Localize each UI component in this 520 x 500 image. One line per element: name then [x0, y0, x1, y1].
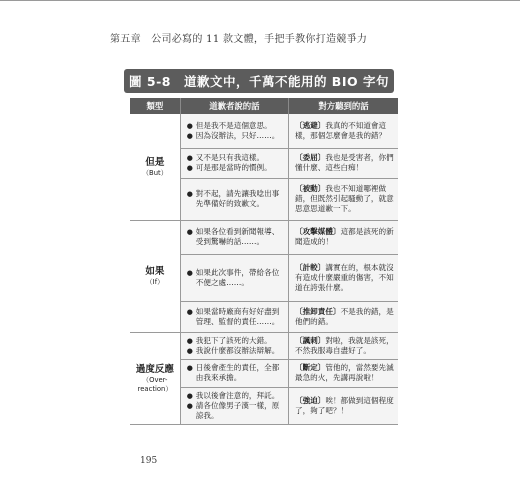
column-header-said: 道歉者說的話 — [180, 98, 288, 114]
said-text: 我說什麼都沒辦法辯解。 — [195, 345, 280, 355]
apologizer-said-cell — [180, 148, 288, 178]
bio-phrases-table — [130, 98, 398, 425]
bullet-icon: ● — [186, 307, 193, 316]
reaction-tag: 〔委屈〕 — [295, 153, 326, 162]
bullet-icon: ● — [186, 336, 193, 345]
figure-title: 圖 5-8 道歉文中，千萬不能用的 BIO 字句 — [124, 69, 394, 93]
listener-heard-cell — [289, 220, 399, 254]
bullet-icon: ● — [186, 364, 193, 372]
column-header-heard: 對方聽到的話 — [289, 98, 399, 114]
heard-text: 我也是受害者，你們懂什麼、這些白痴！ — [295, 153, 394, 172]
category-english: （Over-reaction） — [137, 375, 173, 393]
said-item — [187, 189, 284, 209]
said-text: 如果各位看到新聞報導、受到驚嚇的話……。 — [195, 227, 280, 246]
listener-heard-cell — [289, 387, 399, 424]
said-item — [187, 227, 284, 247]
reaction-tag: 〔強迫〕 — [295, 395, 326, 405]
said-text: 請各位像男子漢一樣，原諒我。 — [195, 400, 280, 420]
page-number: 195 — [140, 456, 158, 466]
listener-heard-cell — [289, 332, 399, 359]
said-item — [187, 336, 284, 346]
listener-heard-cell — [289, 148, 399, 178]
bullet-icon: ● — [186, 268, 193, 277]
listener-heard-cell — [289, 114, 399, 148]
said-list — [181, 265, 288, 291]
heard-text: 這都是該死的新聞造成的！ — [295, 227, 394, 246]
reaction-tag: 〔攻擊媒體〕 — [295, 227, 341, 236]
heard-text: 我也不知道哪裡做錯，但既然引起騷動了，就意思意思道歉一下。 — [295, 184, 394, 213]
category-name: 但是 — [145, 156, 165, 168]
heard-text: 對啦，我就是該死，不然我服毒自盡好了。 — [295, 335, 394, 355]
said-text: 可是那是當時的慣例。 — [195, 163, 272, 172]
listener-heard-cell — [289, 254, 399, 301]
apologizer-said-cell — [180, 301, 288, 332]
said-text: 如果當時廠商有好好盡到管理、監督的責任……。 — [195, 306, 280, 326]
category-name: 如果 — [145, 266, 165, 277]
heard-paragraph — [289, 304, 398, 330]
apologizer-said-cell — [180, 332, 288, 359]
bullet-icon: ● — [186, 154, 193, 162]
said-item — [187, 153, 284, 163]
heard-paragraph — [289, 360, 398, 386]
page-top-rule — [0, 0, 520, 1]
said-text: 如果此次事件，帶給各位不便之處……。 — [195, 267, 280, 287]
apologizer-said-cell — [180, 178, 288, 220]
said-list — [181, 118, 288, 144]
bullet-icon: ● — [186, 121, 193, 130]
listener-heard-cell — [289, 178, 399, 220]
said-item — [187, 307, 284, 327]
reaction-tag: 〔斷定〕 — [295, 363, 326, 372]
heard-text: 不是我的錯，是他們的錯。 — [295, 306, 394, 326]
said-item — [187, 391, 284, 401]
apologizer-said-cell — [180, 254, 288, 301]
said-item — [187, 121, 284, 131]
column-header-type: 類型 — [130, 98, 180, 114]
category-name: 過度反應 — [135, 363, 174, 375]
apologizer-said-cell — [180, 387, 288, 424]
category-cell — [130, 332, 180, 424]
reaction-tag: 〔推卸責任〕 — [295, 306, 341, 316]
table-header-row — [130, 98, 398, 114]
table-body — [130, 114, 398, 424]
heard-paragraph — [289, 118, 398, 144]
said-item — [187, 131, 284, 141]
said-item — [187, 163, 284, 173]
said-item — [187, 363, 284, 383]
said-text: 又不是只有我這樣。 — [195, 153, 265, 162]
heard-paragraph — [289, 150, 398, 176]
said-list — [181, 150, 288, 176]
apologizer-said-cell — [180, 114, 288, 148]
category-english: （But） — [142, 168, 168, 177]
said-list — [181, 186, 288, 212]
bullet-icon: ● — [186, 164, 193, 172]
reaction-tag: 〔計較〕 — [295, 262, 326, 272]
said-item — [187, 346, 284, 356]
heard-text: 我真的不知道會這樣，那個怎麼會是我的錯？ — [295, 120, 387, 140]
said-text: 我犯下了該死的大錯。 — [195, 335, 272, 345]
said-list — [181, 333, 288, 359]
said-list — [181, 224, 288, 250]
heard-paragraph — [289, 260, 398, 296]
reaction-tag: 〔逃避〕 — [295, 120, 326, 130]
reaction-tag: 〔被動〕 — [295, 184, 326, 193]
category-cell — [130, 114, 180, 220]
heard-paragraph — [289, 333, 398, 359]
said-list — [181, 388, 288, 424]
apologizer-said-cell — [180, 359, 288, 387]
bullet-icon: ● — [186, 391, 193, 400]
category-cell — [130, 220, 180, 332]
bullet-icon: ● — [186, 346, 193, 355]
running-head: 第五章 公司必寫的 11 款文體，手把手教你打造競爭力 — [110, 34, 368, 45]
bullet-icon: ● — [186, 131, 193, 140]
apologizer-said-cell — [180, 220, 288, 254]
table-row — [130, 114, 398, 148]
said-text: 對不起，請先讓我唸出事先準備好的致歉文。 — [195, 189, 280, 208]
said-text: 日後會產生的責任，全都由我來承擔。 — [195, 363, 280, 382]
said-item — [187, 401, 284, 421]
bullet-icon: ● — [186, 190, 193, 198]
heard-text: 唉！都做到這個程度了，夠了吧？！ — [295, 395, 394, 415]
heard-paragraph — [289, 393, 398, 419]
said-list — [181, 360, 288, 386]
heard-text: 講實在的，根本就沒有造成什麼嚴重的傷害，不知道在誇張什麼。 — [295, 262, 394, 292]
heard-paragraph — [289, 181, 398, 217]
bullet-icon: ● — [186, 228, 193, 236]
table-row — [130, 332, 398, 359]
bullet-icon: ● — [186, 401, 193, 410]
reaction-tag: 〔諷刺〕 — [295, 335, 326, 345]
said-item — [187, 268, 284, 288]
heard-text: 管他的，當然要先滅最急的火，先講再說啦！ — [295, 363, 394, 382]
said-text: 因為沒辦法，只好……。 — [195, 130, 280, 140]
said-list — [181, 304, 288, 330]
heard-paragraph — [289, 224, 398, 250]
listener-heard-cell — [289, 359, 399, 387]
category-english: （If） — [145, 278, 164, 286]
table-row — [130, 220, 398, 254]
said-text: 但是我不是這個意思。 — [195, 120, 272, 130]
listener-heard-cell — [289, 301, 399, 332]
said-text: 我以後會注意的，拜託。 — [195, 390, 280, 400]
